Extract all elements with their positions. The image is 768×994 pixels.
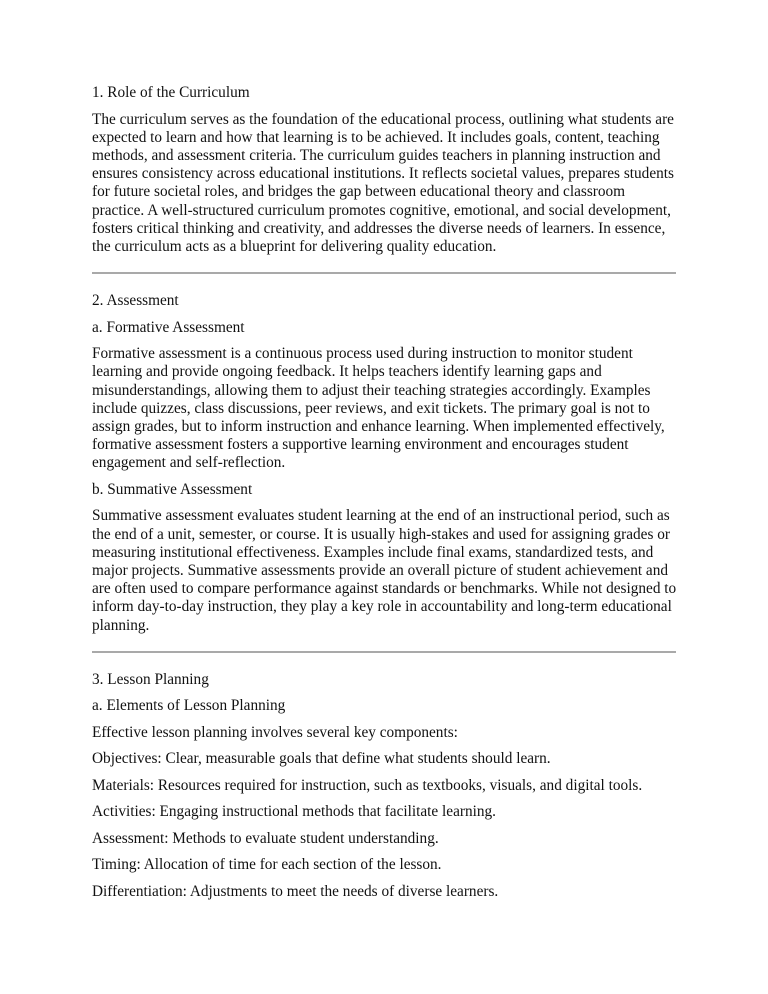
section-assessment <box>92 292 677 635</box>
list-item-differentiation: Differentiation: Adjustments to meet the needs of diverse learners. <box>92 882 499 900</box>
list-item-objectives: Objectives: Clear, measurable goals that define what students should learn. <box>92 750 551 768</box>
section-body: The curriculum serves as the foundation of the educational process, outlining what students are expected to learn and how that learning is to be achieved. It includes goals, content, teaching methods, and assessment criteria. The curriculum guides teachers in planning instruction and ensures consistency across educational institutions. It reflects societal values, prepares students for future societal roles, and bridges the gap between educational theory and classroom practice. A well-structured curriculum promotes cognitive, emotional, and social development, fosters critical thinking and creativity, and addresses the diverse needs of learners. In essence, the curriculum acts as a blueprint for delivering quality education. <box>92 110 674 255</box>
section-heading: 1. Role of the Curriculum <box>92 84 250 101</box>
section-role-of-curriculum <box>92 84 677 256</box>
list-item-timing: Timing: Allocation of time for each section of the lesson. <box>92 856 442 874</box>
subsection-body-formative: Formative assessment is a continuous process used during instruction to monitor student learning and provide ongoing feedback. It helps teachers identify learning gaps and misunderstandings, allowing them to adjust their teaching strategies accordingly. Examples include quizzes, class discussions, peer reviews, and exit tickets. The primary goal is not to assign grades, but to inform instruction and enhance learning. When implemented effectively, formative assessment fosters a supportive learning environment and encourages student engagement and self-reflection. <box>92 345 665 472</box>
list-item-materials: Materials: Resources required for instruction, such as textbooks, visuals, and digital tools. <box>92 776 643 794</box>
list-item-assessment: Assessment: Methods to evaluate student understanding. <box>92 829 439 847</box>
section-divider <box>92 651 676 653</box>
list-item-activities: Activities: Engaging instructional methods that facilitate learning. <box>92 803 496 821</box>
section-heading: 3. Lesson Planning <box>92 670 209 688</box>
subsection-heading-formative: a. Formative Assessment <box>92 318 245 336</box>
subsection-heading-summative: b. Summative Assessment <box>92 480 253 498</box>
document-page <box>92 84 677 909</box>
subsection-body-summative: Summative assessment evaluates student learning at the end of an instructional period, such as the end of a unit, semester, or course. It is usually high-stakes and used for assigning grades or measuring institutional effectiveness. Examples include final exams, standardized tests, and major projects. Summative assessments provide an overall picture of student achievement and are often used to compare performance against standards or benchmarks. While not designed to inform day-to-day instruction, they play a key role in accountability and long-term educational planning. <box>92 507 677 634</box>
subsection-intro: Effective lesson planning involves several key components: <box>92 723 458 741</box>
subsection-heading-elements: a. Elements of Lesson Planning <box>92 697 286 715</box>
section-lesson-planning <box>92 671 677 901</box>
section-divider <box>92 272 676 274</box>
section-heading: 2. Assessment <box>92 292 179 310</box>
